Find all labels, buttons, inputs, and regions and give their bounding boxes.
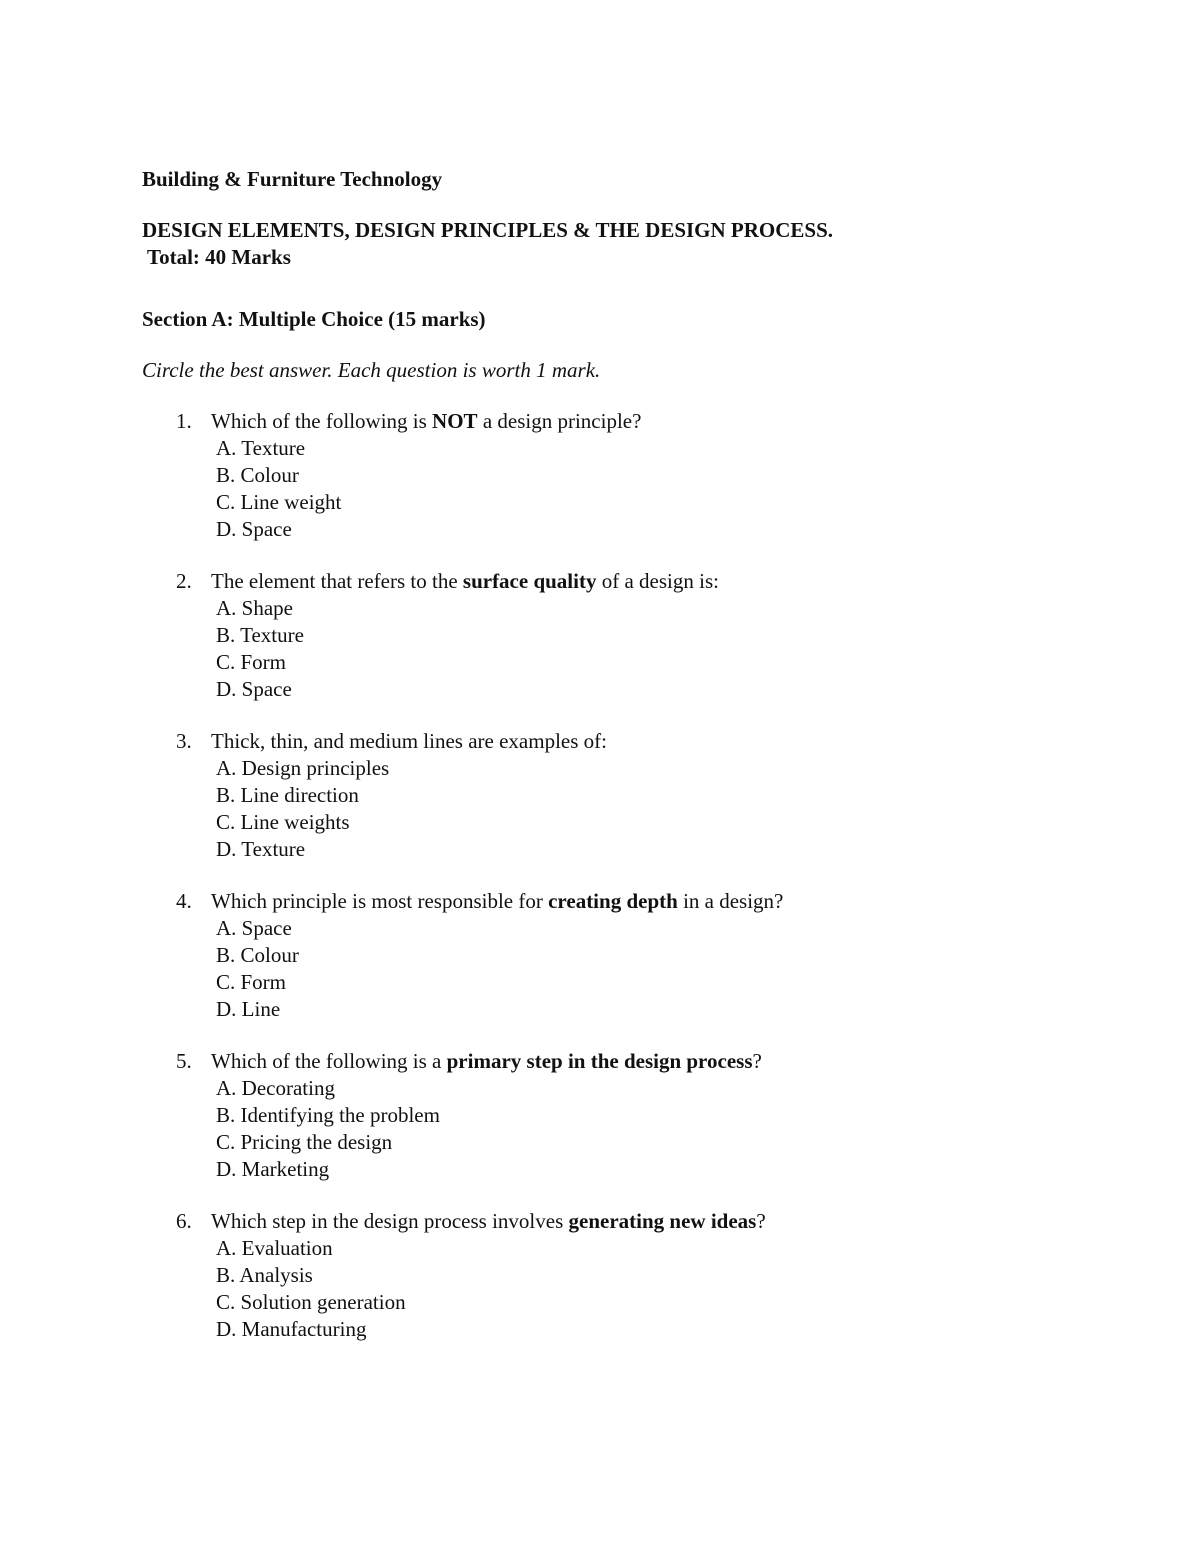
option-d[interactable]: D. Space — [216, 677, 292, 701]
total-marks: Total: 40 Marks — [147, 245, 291, 269]
option-c[interactable]: C. Form — [216, 650, 287, 674]
option-b[interactable]: B. Line direction — [216, 783, 359, 807]
question-number: 3. — [176, 729, 192, 753]
question-3 — [0, 728, 1200, 868]
option-a[interactable]: A. Decorating — [216, 1076, 335, 1100]
question-text-part: in a design? — [677, 889, 784, 913]
subject-heading: Building & Furniture Technology — [142, 167, 443, 191]
question-text-part: Which of the following is a — [211, 1049, 447, 1073]
option-c[interactable]: C. Pricing the design — [216, 1130, 393, 1154]
instructions: Circle the best answer. Each question is worth 1 mark. — [142, 358, 601, 382]
option-d[interactable]: D. Space — [216, 517, 292, 541]
option-a[interactable]: A. Evaluation — [216, 1236, 333, 1260]
question-text — [211, 1048, 762, 1074]
question-text-part: ? — [752, 1049, 762, 1073]
question-text-part: Thick, thin, and medium lines are examples of: — [211, 729, 607, 753]
question-text — [211, 568, 719, 594]
question-emphasis: creating depth — [548, 889, 678, 913]
question-6 — [0, 1208, 1200, 1348]
section-title: Section A: Multiple Choice (15 marks) — [142, 307, 486, 331]
question-number: 4. — [176, 889, 192, 913]
question-1 — [0, 408, 1200, 548]
question-text-part: a design principle? — [477, 409, 642, 433]
question-number: 1. — [176, 409, 192, 433]
question-emphasis: generating new ideas — [568, 1209, 757, 1233]
question-text-part: of a design is: — [596, 569, 719, 593]
question-number: 6. — [176, 1209, 192, 1233]
question-2 — [0, 568, 1200, 708]
option-b[interactable]: B. Analysis — [216, 1263, 313, 1287]
question-emphasis: surface quality — [462, 569, 597, 593]
option-b[interactable]: B. Texture — [216, 623, 304, 647]
question-text — [211, 408, 641, 434]
option-c[interactable]: C. Line weight — [216, 490, 342, 514]
question-text — [211, 728, 607, 754]
option-a[interactable]: A. Texture — [216, 436, 306, 460]
question-text — [211, 888, 783, 914]
option-b[interactable]: B. Colour — [216, 463, 299, 487]
question-text-part: ? — [756, 1209, 766, 1233]
question-5 — [0, 1048, 1200, 1188]
option-a[interactable]: A. Shape — [216, 596, 293, 620]
question-text-part: Which principle is most responsible for — [211, 889, 549, 913]
option-a[interactable]: A. Space — [216, 916, 292, 940]
option-d[interactable]: D. Marketing — [216, 1157, 330, 1181]
option-c[interactable]: C. Line weights — [216, 810, 350, 834]
question-4 — [0, 888, 1200, 1028]
option-c[interactable]: C. Solution generation — [216, 1290, 406, 1314]
option-b[interactable]: B. Colour — [216, 943, 299, 967]
option-d[interactable]: D. Line — [216, 997, 281, 1021]
question-text-part: Which of the following is — [211, 409, 433, 433]
option-a[interactable]: A. Design principles — [216, 756, 390, 780]
question-number: 5. — [176, 1049, 192, 1073]
option-d[interactable]: D. Manufacturing — [216, 1317, 367, 1341]
question-text — [211, 1208, 766, 1234]
option-b[interactable]: B. Identifying the problem — [216, 1103, 440, 1127]
option-c[interactable]: C. Form — [216, 970, 287, 994]
question-text-part: Which step in the design process involves — [211, 1209, 569, 1233]
topic-heading: DESIGN ELEMENTS, DESIGN PRINCIPLES & THE DESIGN PROCESS. — [142, 218, 834, 242]
option-d[interactable]: D. Texture — [216, 837, 306, 861]
question-text-part: The element that refers to the — [211, 569, 463, 593]
question-number: 2. — [176, 569, 192, 593]
question-emphasis: primary step in the design process — [446, 1049, 753, 1073]
question-emphasis: NOT — [432, 409, 478, 433]
